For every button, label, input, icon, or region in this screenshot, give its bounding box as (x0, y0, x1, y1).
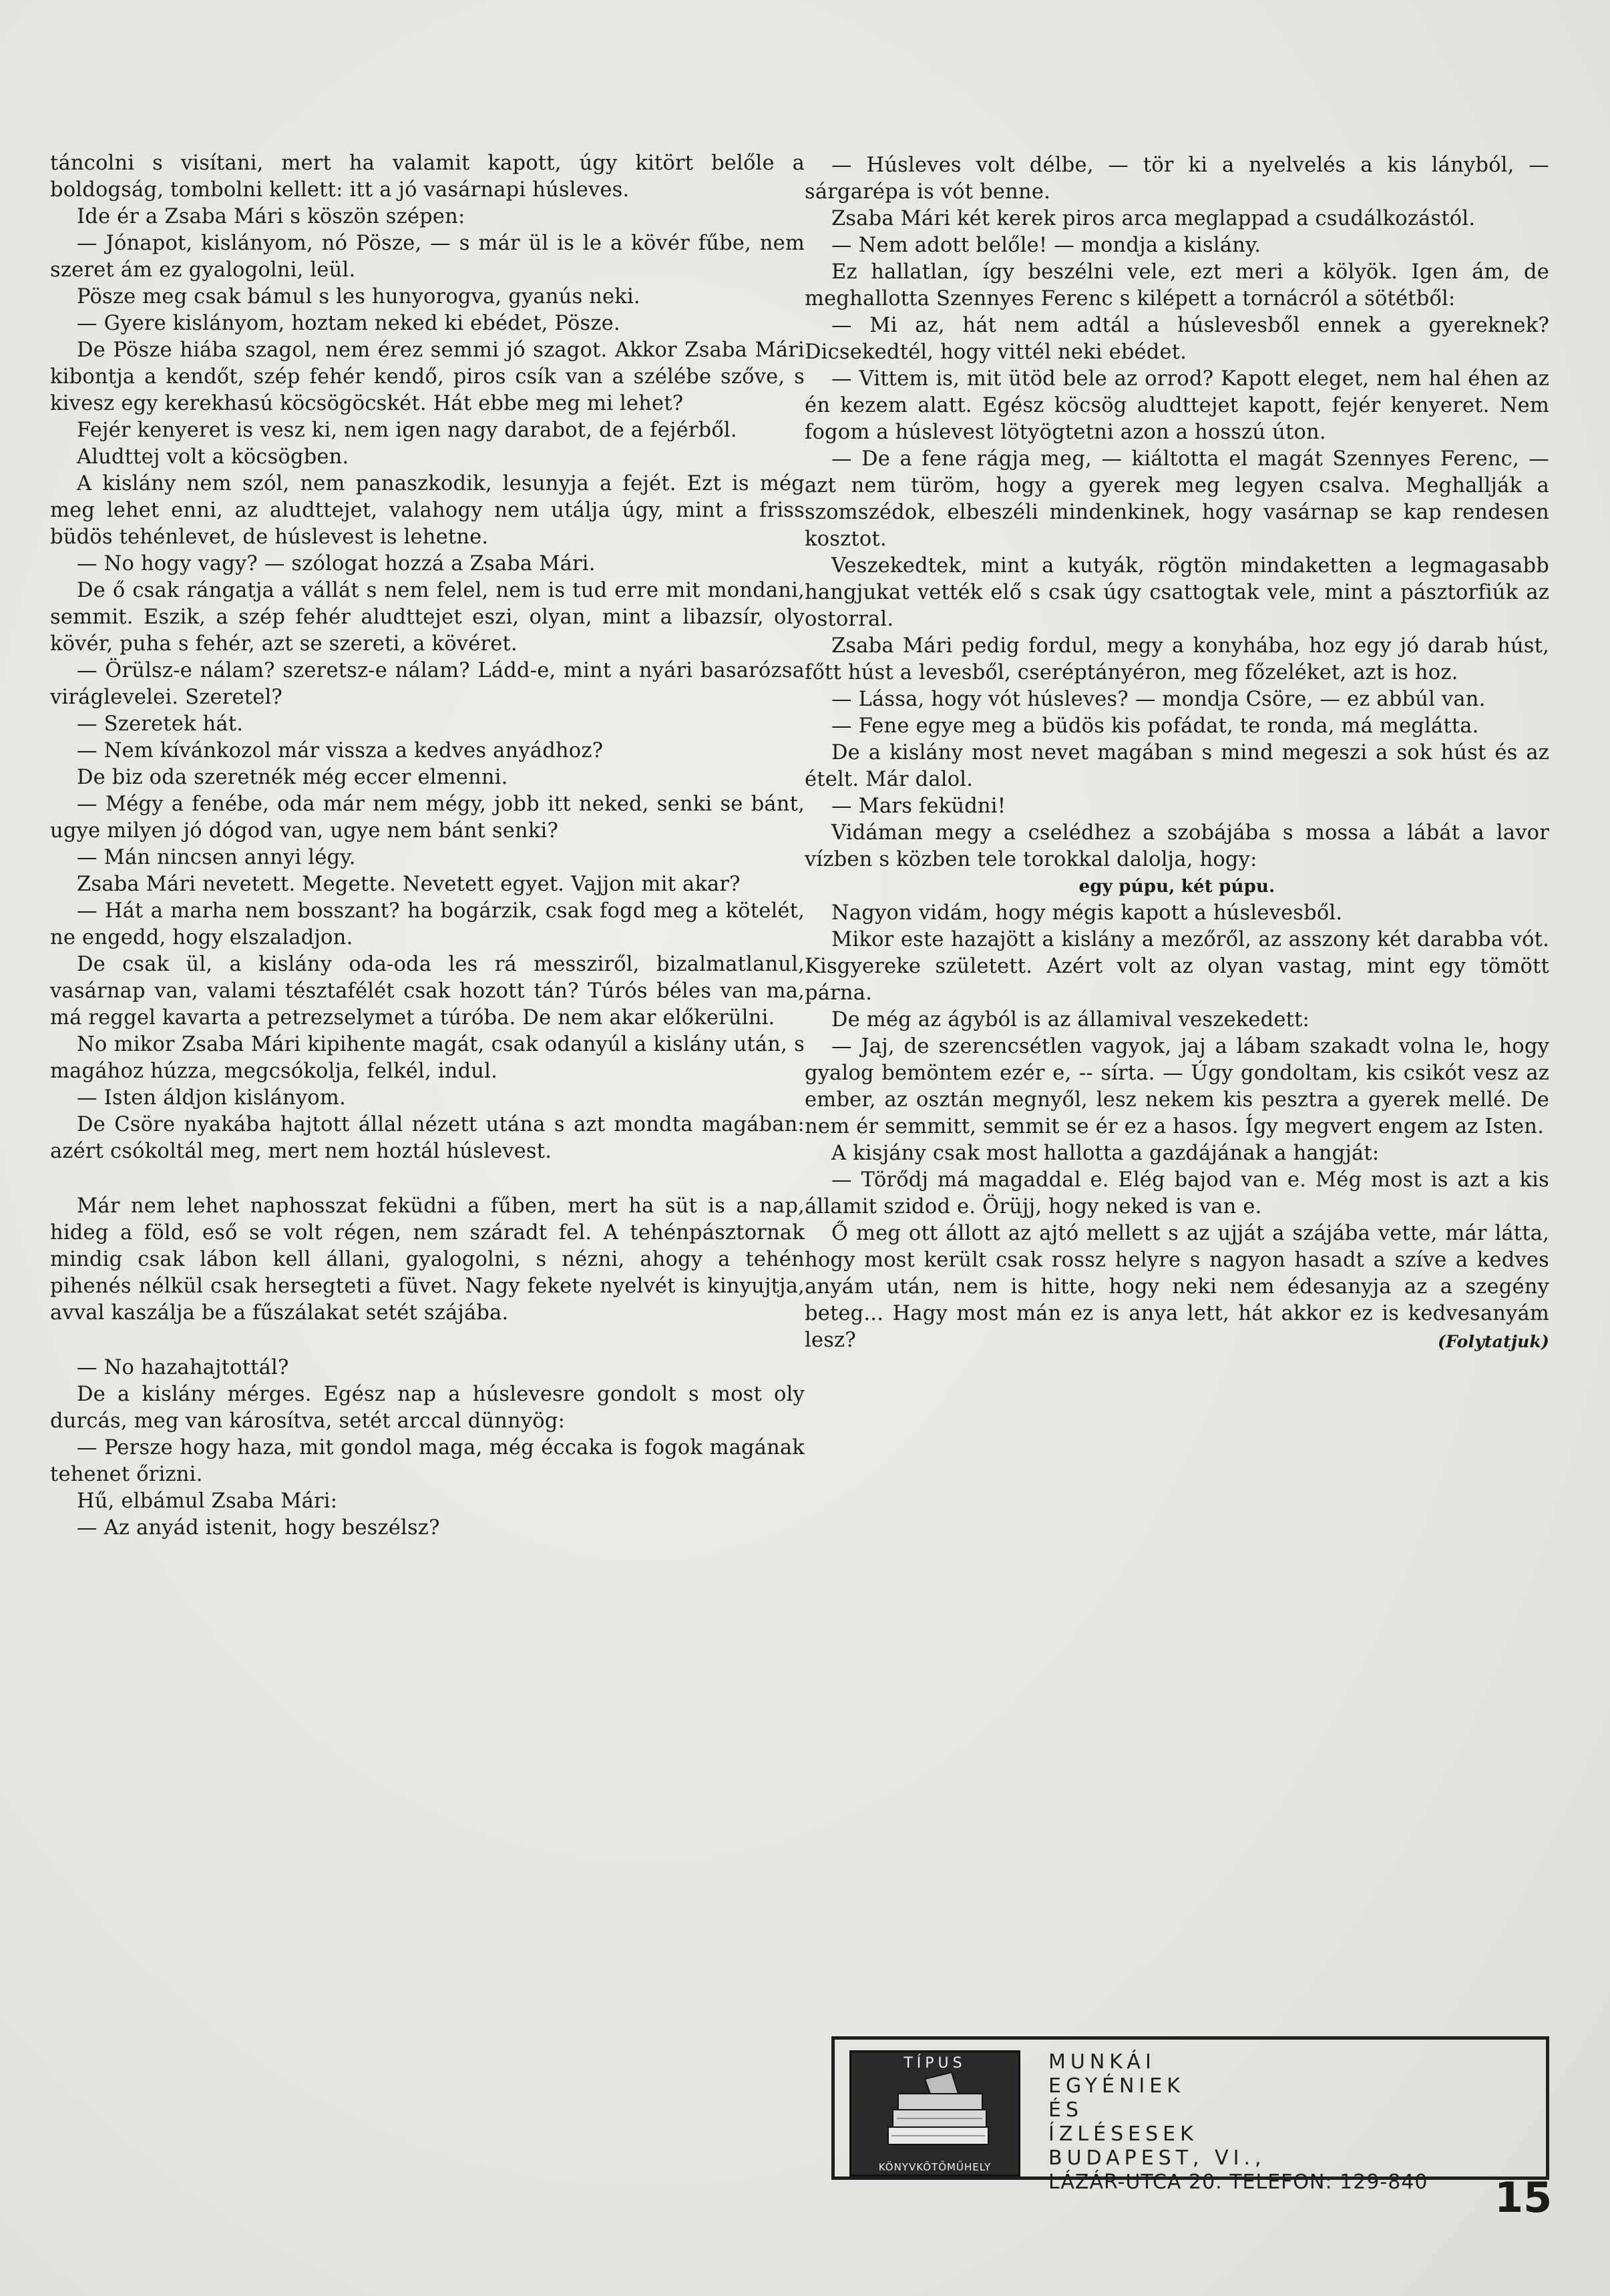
paragraph: — Jaj, de szerencsétlen vagyok, jaj a lábam szakadt volna le, hogy gyalog bemöntem ezér e, -- sírta. — Úgy gondoltam, kis csikót vesz az ember, az osztán megnyől, lesz nekem kis pesztra a gyerek mellé. De nem ér semmitt, semmit se ér ez a hasos. Így megvert engem az Isten. (805, 1035, 1549, 1138)
paragraph: Aludttej volt a köcsögben. (77, 445, 349, 469)
paragraph: Zsaba Mári nevetett. Megette. Nevetett egyet. Vajjon mit akar? (77, 873, 741, 896)
paragraph: Fejér kenyeret is vesz ki, nem igen nagy darabot, de a fejérből. (77, 419, 737, 442)
paragraph: Ő meg ott állott az ajtó mellett s az ujját a szájába vette, már látta, hogy most került csak rossz helyre s nagyon hasadt a szíve a kedves anyám után, nem is hitte, hogy neki nem édesanyja az a szegény beteg... Hagy most mán ez is anya lett, hát akkor ez is kedvesanyám lesz? (805, 1222, 1549, 1352)
paragraph: — Persze hogy haza, mit gondol maga, még éccaka is fogok magának tehenet őrizni. (50, 1436, 805, 1486)
paragraph: De ő csak rángatja a vállát s nem felel, nem is tud erre mit mondani, semmit. Eszik, a szép fehér aludttejet eszi, olyan, mint a libazsír, oly kövér, puha s fehér, azt se szereti, a kövéret. (50, 579, 805, 656)
paragraph: De Csöre nyakába hajtott állal nézett utána s azt mondta magában: azért csókoltál meg, mert nem hoztál húslevest. (50, 1113, 805, 1163)
paragraph: — Gyere kislányom, hoztam neked ki ebédet, Pösze. (77, 312, 620, 335)
paragraph: — Húsleves volt délbe, — tör ki a nyelvelés a kis lányból, — sárgarépa is vót benne. (805, 154, 1549, 204)
books-stack-icon (851, 2052, 1018, 2174)
paragraph: — No hazahajtottál? (77, 1356, 289, 1379)
paragraph: — Hát a marha nem bosszant? ha bogárzik, csak fogd meg a kötelét, ne engedd, hogy elszaladjon. (50, 899, 805, 949)
paragraph: De a kislány mérges. Egész nap a húslevesre gondolt s most oly durcás, meg van károsítva, setét arccal dünnyög: (50, 1383, 805, 1433)
page-number: 15 (1494, 2173, 1553, 2222)
paragraph: — Törődj má magaddal e. Elég bajod van e. Még most is azt a kis államit szidod e. Örüjj, hogy neked is van e. (805, 1168, 1549, 1218)
ad-address-line: LÁZÁR-UTCA 20. TELEFON: 129-840 (1048, 2170, 1428, 2194)
paragraph: Pösze meg csak bámul s les hunyorogva, gyanús neki. (77, 285, 640, 308)
paragraph: Már nem lehet naphosszat feküdni a fűben, mert ha süt is a nap, hideg a föld, eső se volt régen, nem száradt fel. A tehénpásztornak mindig csak lábon kell állani, gyalogolni, s nézni, ahogy a tehén pihenés nélkül csak hersegteti a füvet. Nagy fekete nyelvét is kinyujtja, avval kaszálja be a fűszálakat setét szájába. (50, 1194, 805, 1325)
paragraph: táncolni s visítani, mert ha valamit kapott, úgy kitört belőle a boldogság, tombolni kellett: itt a jó vasárnapi húsleves. (50, 152, 805, 202)
song-line: egy púpu, két púpu. (1078, 877, 1275, 897)
ad-line: ÍZLÉSESEK (1048, 2122, 1198, 2146)
paragraph: — Lássa, hogy vót húsleves? — mondja Csöre, — ez abbúl van. (831, 688, 1486, 711)
paragraph: — Mán nincsen annyi légy. (77, 846, 356, 869)
paragraph: — Nem adott belőle! — mondja a kislány. (831, 234, 1261, 257)
paragraph: — De a fene rágja meg, — kiáltotta el magát Szennyes Ferenc, — azt nem türöm, hogy a gyerek meg legyen csalva. Meghallják a szomszédok, elbeszéli mindenkinek, hogy vasárnap se kap rendesen kosztot. (805, 447, 1549, 551)
paragraph: Ez hallatlan, így beszélni vele, ezt meri a kölyök. Igen ám, de meghallotta Szennyes Ferenc s kilépett a tornácról a sötétből: (805, 260, 1549, 310)
advertisement-text (1048, 2050, 1529, 2195)
paragraph: A kislány nem szól, nem panaszkodik, lesunyja a fejét. Ezt is még meg lehet enni, az aludttejet, valahogy nem utálja úgy, mint a friss büdös tehénlevet, de húslevest is lehetne. (50, 472, 805, 549)
paragraph: Vidáman megy a cselédhez a szobájába s mossa a lábát a lavor vízben s közben tele torokkal dalolja, hogy: (805, 821, 1549, 871)
paragraph: Veszekedtek, mint a kutyák, rögtön mindaketten a legmagasabb hangjukat vették elő s csak úgy csattogtak vele, mint a pásztorfiúk az ostorral. (805, 554, 1549, 631)
paragraph: — Mars feküdni! (831, 794, 1006, 818)
right-text-column (805, 152, 1549, 1355)
paragraph: — Isten áldjon kislányom. (77, 1086, 346, 1110)
paragraph: — Örülsz-e nálam? szeretsz-e nálam? Ládd-e, mint a nyári basarózsa viráglevelei. Szeretel? (50, 659, 805, 709)
ad-line: BUDAPEST, VI., (1048, 2146, 1266, 2170)
paragraph: Ide ér a Zsaba Mári s köszön szépen: (77, 205, 465, 228)
logo-top-text: TÍPUS (903, 2055, 966, 2072)
bookbinder-advertisement (831, 2036, 1549, 2194)
paragraph: Mikor este hazajött a kislány a mezőről, az asszony két darabba vót. Kisgyereke született. Azért volt az olyan vastag, mint egy tömött párna. (805, 928, 1549, 1005)
paragraph: — Szeretek hát. (77, 712, 244, 736)
paragraph: De Pösze hiába szagol, nem érez semmi jó szagot. Akkor Zsaba Mári kibontja a kendőt, szép fehér kendő, piros csík van a szélébe szőve, s kivesz egy kerekhasú köcsögöcskét. Hát ebbe meg mi lehet? (50, 338, 805, 415)
paragraph: — Mi az, hát nem adtál a húslevesből ennek a gyereknek? Dicsekedtél, hogy vittél neki ebédet. (805, 314, 1549, 364)
paragraph: — Nem kívánkozol már vissza a kedves anyádhoz? (77, 739, 604, 762)
paragraph: — Fene egye meg a büdös kis pofádat, te ronda, má meglátta. (831, 714, 1479, 738)
paragraph: De biz oda szeretnék még eccer elmenni. (77, 766, 508, 789)
paragraph: — Jónapot, kislányom, nó Pösze, — s már ül is le a kövér fűbe, nem szeret ám ez gyalogolni, leül. (50, 232, 805, 282)
ad-line: EGYÉNIEK (1048, 2074, 1185, 2098)
paragraph: Nagyon vidám, hogy mégis kapott a húslevesből. (831, 901, 1343, 925)
paragraph: — Az anyád istenit, hogy beszélsz? (77, 1516, 440, 1540)
logo-bottom-text: KÖNYVKÖTŐMŰHELY (878, 2161, 992, 2173)
books-logo (849, 2050, 1020, 2176)
paragraph: No mikor Zsaba Mári kipihente magát, csak odanyúl a kislány után, s magához húzza, megcsókolja, felkél, indul. (50, 1033, 805, 1083)
paragraph: De még az ágyból is az államival veszekedett: (831, 1008, 1310, 1031)
continuation-note: (Folytatjuk) (1438, 1332, 1549, 1351)
paragraph: — Mégy a fenébe, oda már nem mégy, jobb itt neked, senki se bánt, ugye milyen jó dógod van, ugye nem bánt senki? (50, 792, 805, 843)
paragraph: — No hogy vagy? — szólogat hozzá a Zsaba Mári. (77, 552, 596, 576)
paragraph: Zsaba Mári pedig fordul, megy a konyhába, hoz egy jó darab húst, főtt húst a levesből, cseréptányéron, meg főzeléket, azt is hoz. (805, 634, 1549, 684)
paragraph: De csak ül, a kislány oda-oda les rá messziről, bizalmatlanul, vasárnap van, valami tésztafélét csak hozott tán? Túrós béles van ma, má reggel kavarta a petrezselymet a túróba. De nem akar előkerülni. (50, 953, 805, 1029)
paragraph: — Vittem is, mit ütöd bele az orrod? Kapott eleget, nem hal éhen az én kezem alatt. Egész köcsög aludttejet kapott, fejér kenyeret. Nem fogom a húslevest lötyögtetni azon a hosszú úton. (805, 367, 1549, 444)
paragraph: Zsaba Mári két kerek piros arca meglappad a csudálkozástól. (831, 207, 1476, 230)
ad-line: ÉS (1048, 2098, 1083, 2122)
left-text-column (50, 150, 805, 1542)
ad-line: MUNKÁI (1048, 2050, 1156, 2074)
paragraph: A kisjány csak most hallotta a gazdájának a hangját: (831, 1142, 1380, 1165)
paragraph: De a kislány most nevet magában s mind megeszi a sok húst és az ételt. Már dalol. (805, 741, 1549, 791)
paragraph: Hű, elbámul Zsaba Mári: (77, 1489, 338, 1513)
